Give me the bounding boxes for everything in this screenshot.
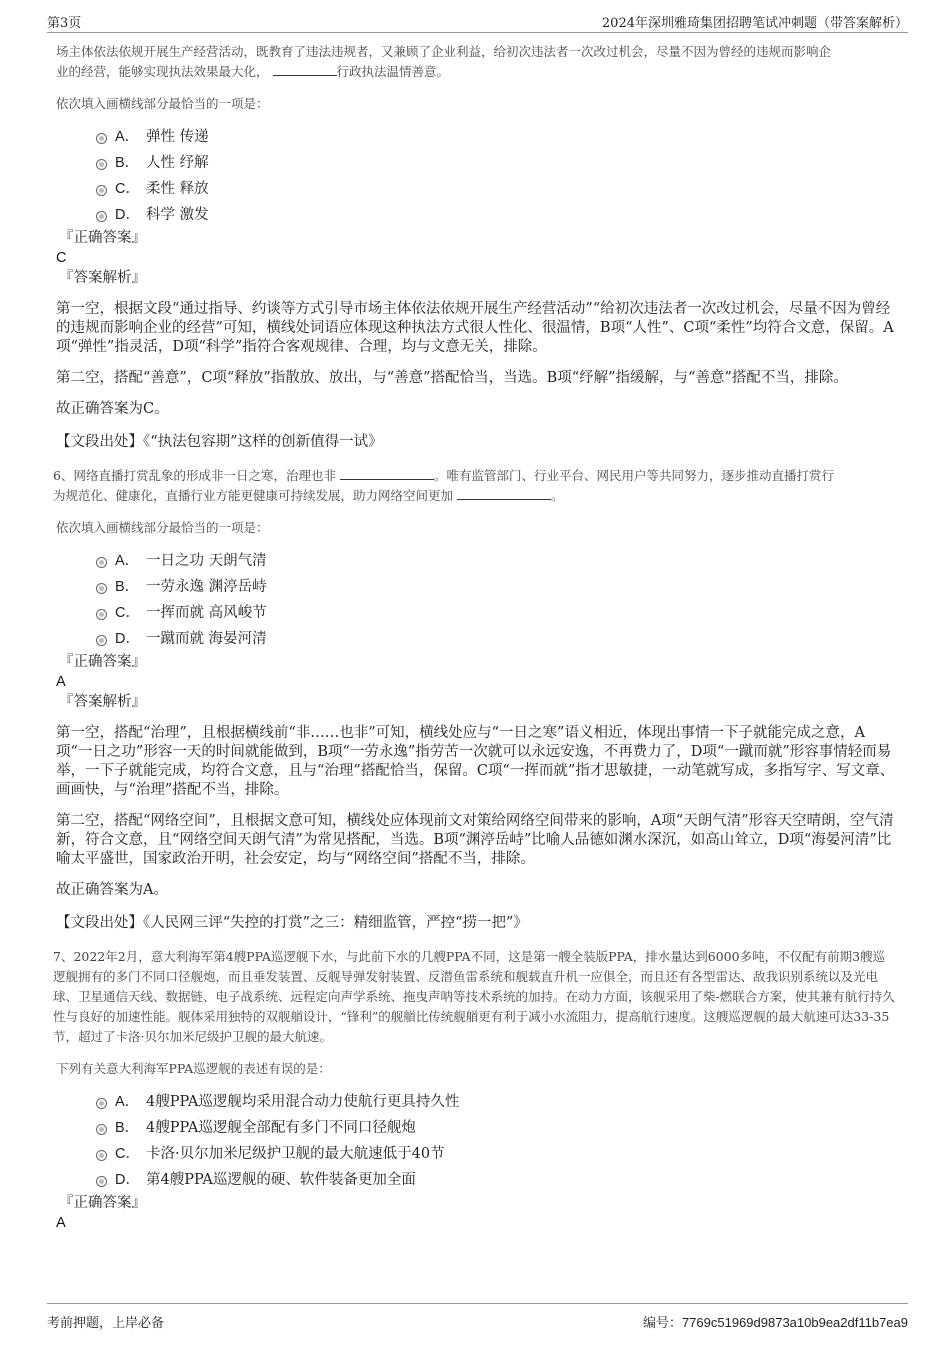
analysis-paragraph: 第一空，根据文段“通过指导、约谈等方式引导市场主体依法依规开展生产经营活动”“给初次违法者一次改过机会，尽量不因为曾经的违规而影响企业的经营”可知，横线处词语应体现这种执法方式很人性化、很温情，B项“人性”、C项“柔性”均符合文意，保留。A项“弹性”指灵活，D项“科学”指符合客观规律、合理，均与文意无关，排除。 bbox=[56, 301, 894, 355]
page-header bbox=[47, 10, 908, 33]
option-c[interactable]: C． 卡洛·贝尔加米尼级护卫舰的最大航速低于40节 bbox=[56, 1141, 896, 1167]
question-prompt: 依次填入画横线部分最恰当的一项是： bbox=[56, 520, 269, 535]
option-b[interactable]: B． 一劳永逸 渊渟岳峙 bbox=[56, 574, 896, 600]
radio-icon[interactable] bbox=[96, 609, 107, 620]
options-list bbox=[56, 124, 896, 228]
option-a[interactable]: A． 弹性 传递 bbox=[56, 124, 896, 150]
radio-icon[interactable] bbox=[96, 211, 107, 222]
option-d[interactable]: D． 科学 激发 bbox=[56, 202, 896, 228]
correct-answer: C bbox=[56, 250, 67, 266]
answer-label: 『正确答案』 bbox=[59, 1195, 146, 1211]
analysis-paragraph: 第二空，搭配“善意”，C项“释放”指散放、放出，与“善意”搭配恰当，当选。B项“纾解”指缓解，与“善意”搭配不当，排除。 bbox=[56, 370, 848, 386]
fill-blank bbox=[273, 63, 337, 76]
question-stem: 6、网络直播打赏乱象的形成非一日之寒，治理也非 。唯有监管部门、行业平台、网民用户等共同努力，逐步推动直播打赏行 为规范化、健康化，直播行业方能更健康可持续发展，助力网络空间更加 。 bbox=[53, 468, 834, 503]
radio-icon[interactable] bbox=[96, 133, 107, 144]
options-list bbox=[56, 1089, 896, 1193]
analysis-paragraph: 第二空，搭配“网络空间”，且根据文意可知，横线处应体现前文对策给网络空间带来的影响，A项“天朗气清”形容天空晴朗，空气清新，符合文意，且“网络空间天朗气清”为常见搭配，当选。B项“渊渟岳峙”比喻人品德如渊水深沉，如高山耸立，D项“海晏河清”比喻太平盛世，国家政治开明，社会安定，均与“网络空间”搭配不当，排除。 bbox=[56, 813, 894, 867]
text-source: 【文段出处】《人民网三评“失控的打赏”之三：精细监管，严控“捞一把”》 bbox=[56, 915, 528, 931]
analysis-label: 『答案解析』 bbox=[59, 270, 146, 286]
option-b[interactable]: B． 人性 纾解 bbox=[56, 150, 896, 176]
options-list bbox=[56, 548, 896, 652]
document-title: 2024年深圳雅琦集团招聘笔试冲刺题（带答案解析） bbox=[601, 16, 908, 31]
question-stem: 7、2022年2月，意大利海军第4艘PPA巡逻舰下水，与此前下水的几艘PPA不同，这是第一艘全装版PPA，排水量达到6000多吨，不仅配有前期3艘巡逻舰拥有的多门不同口径舰炮，而且垂发装置、反舰导弹发射装置、反潜鱼雷系统和舰载直升机一应俱全，而且还有各型雷达、敌我识别系统以及光电球、卫星通信天线、数据链、电子战系统、远程定向声学系统、拖曳声呐等技术系统的加持。在动力方面，该舰采用了柴-燃联合方案，使其兼有航行持久性与良好的加速性能。舰体采用独特的双舰艏设计，“锋利”的舰艏比传统舰艏更有利于减小水流阻力，提高航行速度。这艘巡逻舰的最大航速可达33-35节，超过了卡洛·贝尔加米尼级护卫舰的最大航速。 bbox=[53, 949, 895, 1044]
question-prompt: 下列有关意大利海军PPA巡逻舰的表述有误的是： bbox=[56, 1061, 331, 1076]
fill-blank bbox=[340, 467, 434, 480]
option-c[interactable]: C． 柔性 释放 bbox=[56, 176, 896, 202]
option-a[interactable]: A． 4艘PPA巡逻舰均采用混合动力使航行更具持久性 bbox=[56, 1089, 896, 1115]
radio-icon[interactable] bbox=[96, 159, 107, 170]
question-stem: 场主体依法依规开展生产经营活动，既教育了违法违规者，又兼顾了企业利益，给初次违法者一次改过机会，尽量不因为曾经的违规而影响企 业的经营，能够实现执法效果最大化， 行政执法温情善意。 bbox=[56, 44, 832, 79]
analysis-paragraph: 第一空，搭配“治理”，且根据横线前“非……也非”可知，横线处应与“一日之寒”语义相近，体现出事情一下子就能完成之意，A项“一日之功”形容一天的时间就能做到，B项“一劳永逸”指劳苦一次就可以永远安逸，不再费力了，D项“一蹴而就”形容事情轻而易举，一下子就能完成，均符合文意，且与“治理”搭配恰当，保留。C项“一挥而就”指才思敏捷，一动笔就写成，多指写字、写文章、画画快，与“治理”搭配不当，排除。 bbox=[56, 725, 895, 798]
page-content bbox=[53, 42, 896, 1233]
answer-label: 『正确答案』 bbox=[59, 654, 146, 670]
answer-label: 『正确答案』 bbox=[59, 230, 146, 246]
footer-slogan: 考前押题，上岸必备 bbox=[47, 1316, 165, 1331]
radio-icon[interactable] bbox=[96, 557, 107, 568]
analysis-label: 『答案解析』 bbox=[59, 694, 146, 710]
analysis-conclusion: 故正确答案为A。 bbox=[56, 882, 168, 898]
page-number: 第3页 bbox=[47, 16, 82, 31]
radio-icon[interactable] bbox=[96, 185, 107, 196]
option-d[interactable]: D． 一蹴而就 海晏河清 bbox=[56, 626, 896, 652]
text-source: 【文段出处】《“执法包容期”这样的创新值得一试》 bbox=[56, 434, 383, 450]
correct-answer: A bbox=[56, 674, 66, 690]
question-5 bbox=[56, 42, 896, 452]
radio-icon[interactable] bbox=[96, 1176, 107, 1187]
option-a[interactable]: A． 一日之功 天朗气清 bbox=[56, 548, 896, 574]
question-6 bbox=[53, 466, 896, 933]
page-footer bbox=[47, 1303, 908, 1332]
radio-icon[interactable] bbox=[96, 1098, 107, 1109]
radio-icon[interactable] bbox=[96, 1150, 107, 1161]
radio-icon[interactable] bbox=[96, 583, 107, 594]
question-prompt: 依次填入画横线部分最恰当的一项是： bbox=[56, 96, 269, 111]
fill-blank bbox=[457, 487, 551, 500]
question-7 bbox=[53, 947, 896, 1233]
option-d[interactable]: D． 第4艘PPA巡逻舰的硬、软件装备更加全面 bbox=[56, 1167, 896, 1193]
radio-icon[interactable] bbox=[96, 635, 107, 646]
correct-answer: A bbox=[56, 1215, 66, 1231]
option-c[interactable]: C． 一挥而就 高风峻节 bbox=[56, 600, 896, 626]
option-b[interactable]: B． 4艘PPA巡逻舰全部配有多门不同口径舰炮 bbox=[56, 1115, 896, 1141]
document-id: 编号：7769c51969d9873a10b9ea2df11b7ea9 bbox=[642, 1315, 908, 1330]
analysis-conclusion: 故正确答案为C。 bbox=[56, 401, 169, 417]
radio-icon[interactable] bbox=[96, 1124, 107, 1135]
